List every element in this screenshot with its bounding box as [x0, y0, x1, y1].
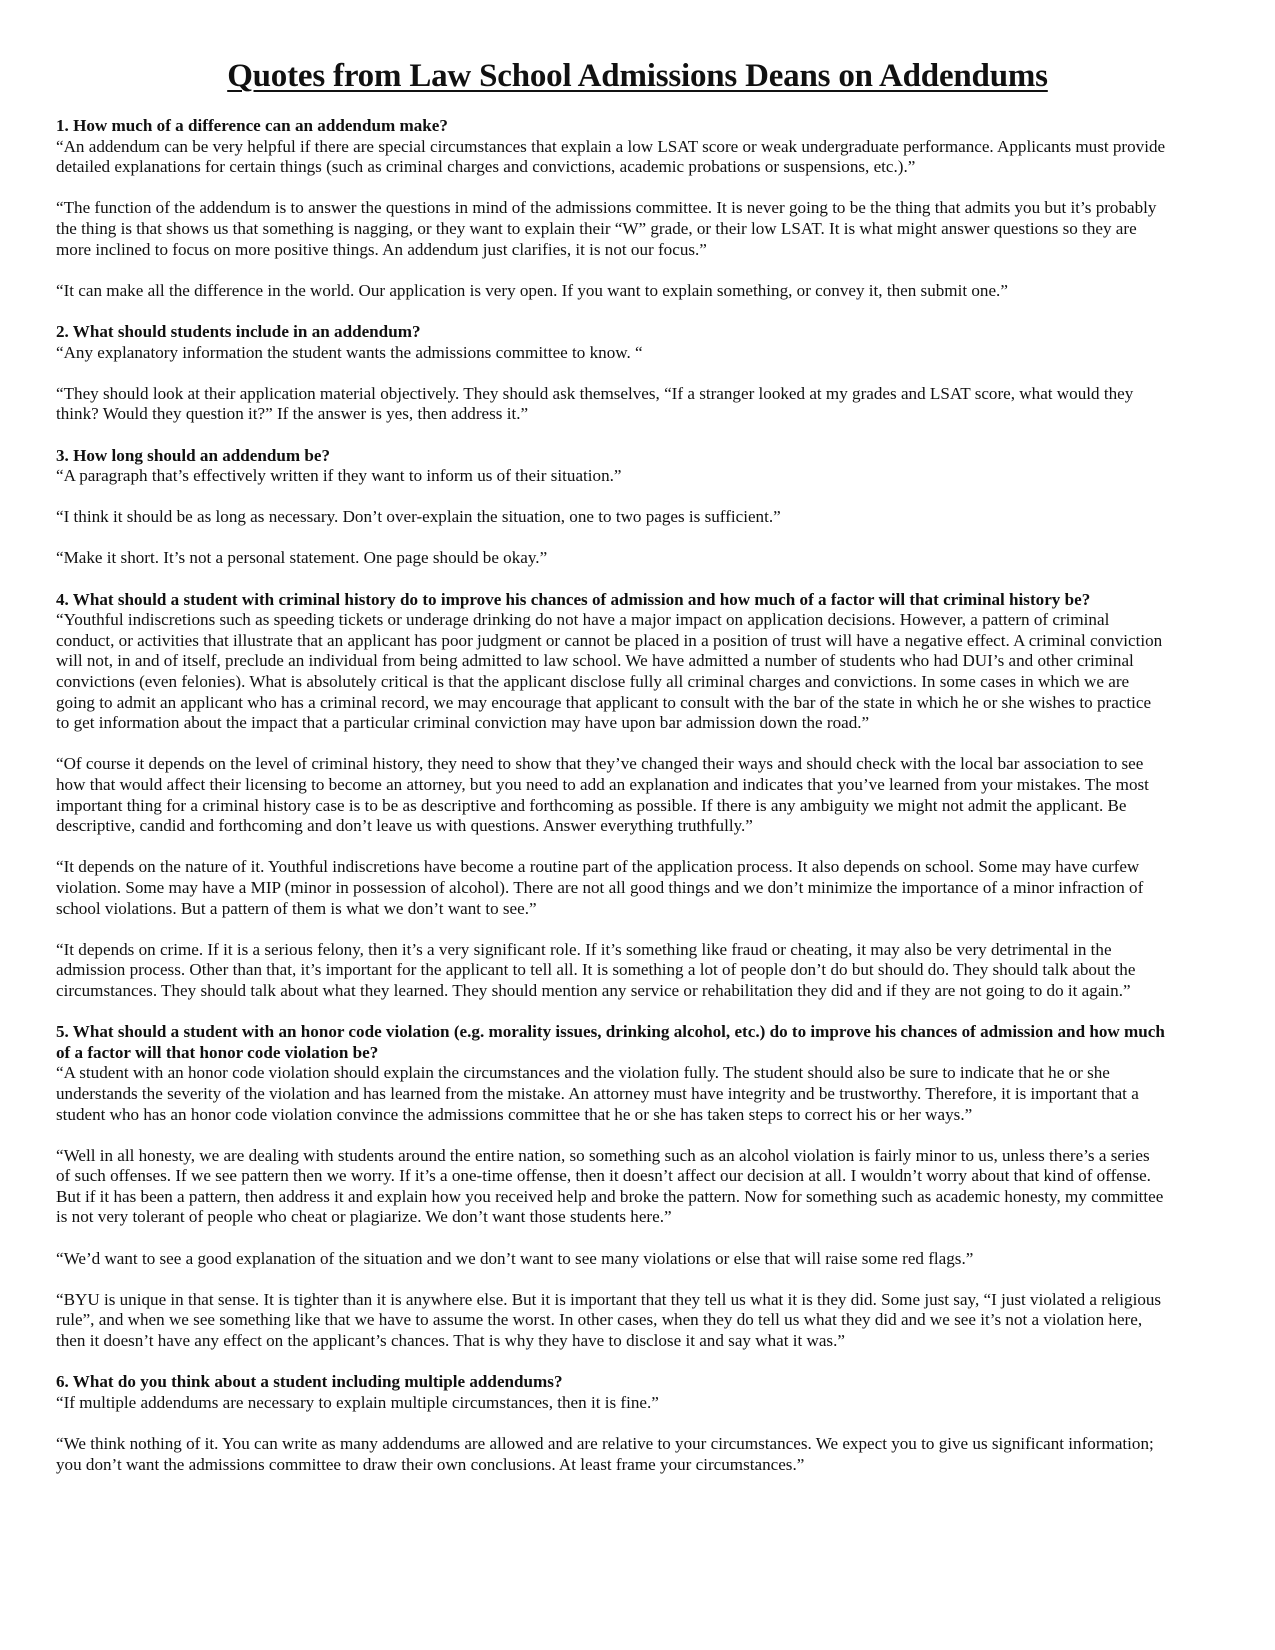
section-2	[56, 322, 1166, 425]
dean-quote: “I think it should be as long as necessary. Don’t over-explain the situation, one to two pages is sufficient.”	[56, 507, 781, 527]
section-question: 3. How long should an addendum be?	[56, 445, 331, 465]
dean-quote: “We’d want to see a good explanation of the situation and we don’t want to see many violations or else that will raise some red flags.”	[56, 1248, 974, 1268]
document-title: Quotes from Law School Admissions Deans on Addendums	[227, 58, 1048, 94]
dean-quote: “They should look at their application material objectively. They should ask themselves, “If a stranger looked at my grades and LSAT score, what would they think? Would they question it?” If the answer is yes, then address it.”	[56, 383, 1134, 424]
section-4	[56, 590, 1166, 1002]
dean-quote: “A student with an honor code violation should explain the circumstances and the violation fully. The student should also be sure to indicate that he or she understands the severity of the violation and has learned from the mistake. An attorney must have integrity and be trustworthy. Therefore, it is important that a student who has an honor code violation convince the admissions committee that he or she has taken steps to correct his or her ways.”	[56, 1063, 1139, 1124]
dean-quote: “It depends on the nature of it. Youthful indiscretions have become a routine part of the application process. It also depends on school. Some may have curfew violation. Some may have a MIP (minor in possession of alcohol). There are not all good things and we don’t minimize the importance of a minor infraction of school violations. But a pattern of them is what we don’t want to see.”	[56, 857, 1144, 918]
document-body	[56, 116, 1166, 1496]
dean-quote: “BYU is unique in that sense. It is tighter than it is anywhere else. But it is important that they tell us what it is they did. Some just say, “I just violated a religious rule”, and when we see something like that we have to assume the worst. In other cases, when they do tell us what they did and we see it’s not a violation here, then it doesn’t have any effect on the applicant’s chances. That is why they have to disclose it and say what it was.”	[56, 1289, 1162, 1351]
section-6	[56, 1372, 1166, 1475]
dean-quote: “Well in all honesty, we are dealing with students around the entire nation, so something such as an alcohol violation is fairly minor to us, unless there’s a series of such offenses. If we see pattern then we worry. If it’s a one-time offense, then it doesn’t affect our decision at all. I wouldn’t worry about that kind of offense. But if it has been a pattern, then address it and explain how you received help and broke the pattern. Now for something such as academic honesty, my committee is not very tolerant of people who cheat or plagiarize. We don’t want those students here.”	[56, 1145, 1164, 1227]
section-5	[56, 1022, 1166, 1352]
section-question: 2. What should students include in an addendum?	[56, 321, 421, 341]
section-3	[56, 446, 1166, 570]
section-question: 4. What should a student with criminal history do to improve his chances of admission and how much of a factor will that criminal history be?	[56, 589, 1091, 609]
dean-quote: “Make it short. It’s not a personal statement. One page should be okay.”	[56, 548, 548, 568]
section-question: 6. What do you think about a student including multiple addendums?	[56, 1372, 563, 1392]
dean-quote: “Youthful indiscretions such as speeding tickets or underage drinking do not have a major impact on application decisions. However, a pattern of criminal conduct, or activities that illustrate that an applicant has poor judgment or cannot be placed in a position of trust will have a negative effect. A criminal conviction will not, in and of itself, preclude an individual from being admitted to law school. We have admitted a number of students who had DUI’s and other criminal convictions (even felonies). What is absolutely critical is that the applicant disclose fully all criminal charges and convictions. In some cases in which we are going to admit an applicant who has a criminal record, we may encourage that applicant to consult with the bar of the state in which he or she wishes to practice to get information about the impact that a particular criminal conviction may have upon bar admission down the road.”	[56, 610, 1163, 733]
section-question: 1. How much of a difference can an addendum make?	[56, 116, 448, 135]
dean-quote: “It can make all the difference in the world. Our application is very open. If you want to explain something, or convey it, then submit one.”	[56, 280, 1008, 300]
dean-quote: “We think nothing of it. You can write as many addendums are allowed and are relative to your circumstances. We expect you to give us significant information; you don’t want the admissions committee to draw their own conclusions. At least frame your circumstances.”	[56, 1434, 1154, 1474]
section-question: 5. What should a student with an honor code violation (e.g. morality issues, drinking alcohol, etc.) do to improve his chances of admission and how much of a factor will that honor code violation be?	[56, 1022, 1165, 1062]
dean-quote: “An addendum can be very helpful if there are special circumstances that explain a low LSAT score or weak undergraduate performance. Applicants must provide detailed explanations for certain things (such as criminal charges and convictions, academic probations or suspensions, etc.).”	[56, 136, 1166, 177]
dean-quote: “The function of the addendum is to answer the questions in mind of the admissions committee. It is never going to be the thing that admits you but it’s probably the thing is that shows us that something is nagging, or they want to explain their “W” grade, or their low LSAT. It is what might answer questions so they are more inclined to focus on more positive things. An addendum just clarifies, it is not our focus.”	[56, 198, 1157, 259]
dean-quote: “Any explanatory information the student wants the admissions committee to know. “	[56, 342, 643, 362]
dean-quote: “It depends on crime. If it is a serious felony, then it’s a very significant role. If it’s something like fraud or cheating, it may also be very detrimental in the admission process. Other than that, it’s important for the applicant to tell all. It is something a lot of people don’t do but should do. They should talk about the circumstances. They should talk about what they learned. They should mention any service or rehabilitation they did and if they are not going to do it again.”	[56, 939, 1136, 1000]
dean-quote: “If multiple addendums are necessary to explain multiple circumstances, then it is fine.”	[56, 1392, 659, 1412]
dean-quote: “Of course it depends on the level of criminal history, they need to show that they’ve changed their ways and should check with the local bar association to see how that would affect their licensing to become an attorney, but you need to add an explanation and indicates that you’ve learned from your mistakes. The most important thing for a criminal history case is to be as descriptive and forthcoming as possible. If there is any ambiguity we might not admit the applicant. Be descriptive, candid and forthcoming and don’t leave us with questions. Answer everything truthfully.”	[56, 754, 1149, 836]
section-1	[56, 116, 1166, 301]
dean-quote: “A paragraph that’s effectively written if they want to inform us of their situation.”	[56, 466, 622, 486]
